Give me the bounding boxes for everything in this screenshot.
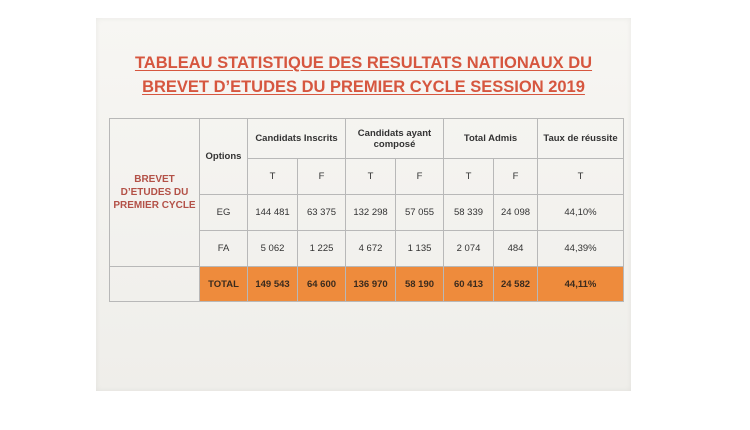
document-page [96,18,631,391]
value-cell: 144 481 [248,195,298,231]
value-cell: 44,39% [538,231,624,267]
title-line-1: TABLEAU STATISTIQUE DES RESULTATS NATIONAUX DU [134,54,593,72]
subheader-cell: T [444,159,494,195]
value-cell: 57 055 [396,195,444,231]
total-value-cell: 24 582 [494,267,538,302]
header-row [110,119,624,159]
empty-cell [110,267,200,302]
subheader-cell: T [538,159,624,195]
subheader-cell: F [494,159,538,195]
subheader-cell: T [346,159,396,195]
value-cell: 2 074 [444,231,494,267]
row-label-line-1: BREVET [134,174,175,185]
value-cell: 24 098 [494,195,538,231]
row-label-line-3: PREMIER CYCLE [113,200,196,211]
option-cell: EG [200,195,248,231]
value-cell: 132 298 [346,195,396,231]
group-header-admis: Total Admis [444,119,538,159]
value-cell: 44,10% [538,195,624,231]
group-header-inscrits: Candidats Inscrits [248,119,346,159]
row-label-line-2: D’ETUDES DU [120,187,189,198]
total-value-cell: 64 600 [298,267,346,302]
total-value-cell: 58 190 [396,267,444,302]
subheader-cell: T [248,159,298,195]
value-cell: 4 672 [346,231,396,267]
total-value-cell: 149 543 [248,267,298,302]
option-cell: FA [200,231,248,267]
document-title [96,51,631,99]
value-cell: 484 [494,231,538,267]
value-cell: 58 339 [444,195,494,231]
row-label-cell [110,119,200,267]
value-cell: 5 062 [248,231,298,267]
total-value-cell: 60 413 [444,267,494,302]
title-line-2: BREVET D’ETUDES DU PREMIER CYCLE SESSION 2019 [142,78,585,96]
total-value-cell: 136 970 [346,267,396,302]
total-label-cell: TOTAL [200,267,248,302]
value-cell: 63 375 [298,195,346,231]
value-cell: 1 135 [396,231,444,267]
subheader-cell: F [298,159,346,195]
options-header: Options [200,119,248,195]
group-header-composes: Candidats ayant composé [346,119,444,159]
results-table [109,118,624,302]
group-header-taux: Taux de réussite [538,119,624,159]
total-value-cell: 44,11% [538,267,624,302]
total-row [110,267,624,302]
subheader-cell: F [396,159,444,195]
value-cell: 1 225 [298,231,346,267]
